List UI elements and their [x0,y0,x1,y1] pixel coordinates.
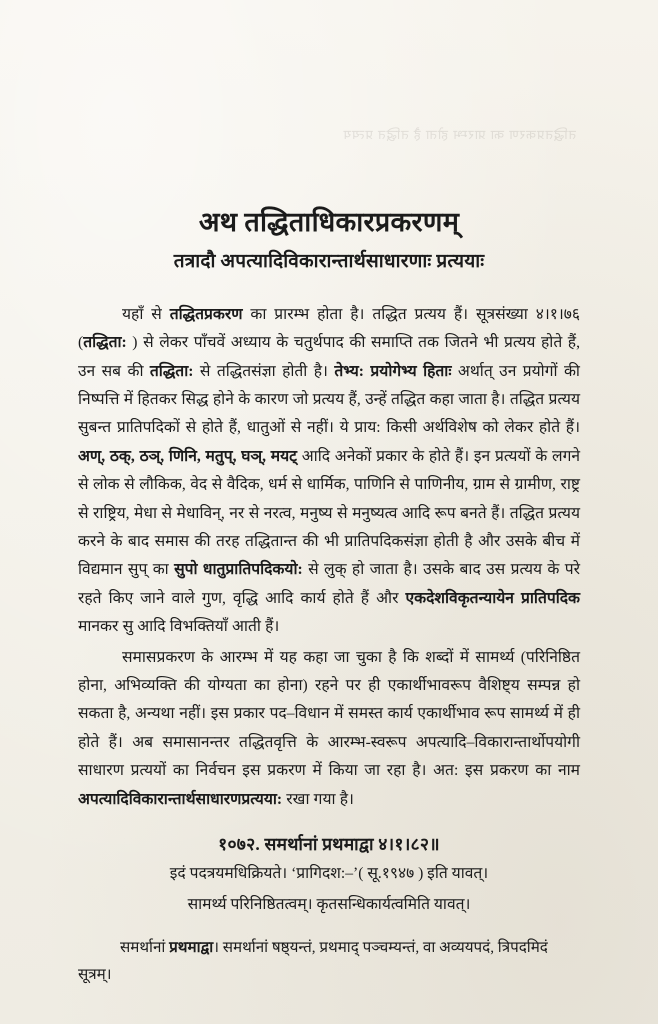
emphasis-term: तेभ्य: प्रयोगेभ्य हिताः [334,362,452,380]
emphasis-term: अपत्यादिविकारान्तार्थसाधारणप्रत्यया: [78,790,283,808]
body-text [78,301,580,814]
text-run: समासप्रकरण के आरम्भ में यह कहा जा चुका है कि शब्दों में सामर्थ्य (परिनिष्ठित होना, अभिव्यक्ति की योग्यता का होना) रहने पर ही एकार्थीभावरूप वैशिष्ट्य सम्पन्न हो सकता है, अन्यथा नहीं। इस प्रकार पद–विधान में समस्त कार्य एकार्थीभाव रूप सामर्थ्य में ही होते हैं। अब समासानन्तर तद्धितवृत्ति के आरम्भ-स्वरूप अपत्यादि–विकारान्तार्थोपयोगी साधारण प्रत्ययों का निर्वचन इस प्रकरण में किया जा रहा है। अत: इस प्रकरण का नाम [78,648,580,780]
gloss-block [78,934,580,988]
emphasis-term: तद्धिता: [149,362,194,380]
emphasis-term: एकदेशविकृतन्यायेन प्रातिपदिक [405,589,580,607]
reverse-side-show-through: तद्धितप्रकरण का प्रारम्भ होता है तद्धित प्रत्यय [342,127,576,142]
emphasis-term: सुपो धातुप्रातिपदिकयो: [174,561,303,579]
paragraph-2 [78,644,580,814]
text-run: मानकर सु आदि विभक्तियाँ आती हैं। [78,618,280,636]
emphasis-term: प्रथमाद्वा [169,939,214,957]
text-run: समर्थानां [120,939,170,957]
emphasis-term: तद्धिता: [83,334,127,352]
text-run: रखा गया है। [282,790,354,808]
emphasis-term: तद्धितप्रकरण [169,305,243,323]
text-run: से तद्धितसंज्ञा होती है। [193,362,335,380]
gloss-paragraph [78,934,580,988]
text-run: आदि अनेकों प्रकार के होते हैं। इन प्रत्ययों के लगने से लोक से लौकिक, वेद से वैदिक, धर्म से धार्मिक, पाणिनि से पाणिनीय, ग्राम से ग्रामीण, राष्ट्र से राष्ट्रिय, मेधा से मेधाविन्, नर से नरत्व, मनुष्य से मनुष्यत्व आदि रूप बनते हैं। तद्धित प्रत्यय करने के बाद समास की तरह तद्धितान्त की भी प्रातिपदिकसंज्ञा होती है और उसके बीच में विद्यमान सुप् का [78,447,581,579]
text-run: ) से लेकर पाँचवें अध्याय के चतुर्थपाद की समाप्ति तक जितने भी प्रत्यय होते हैं, उन सब की [78,334,580,380]
text-run: अर्थात् उन प्रयोगों की निष्पत्ति में हितकर सिद्ध होने के कारण जो प्रत्यय हैं, उन्हें तद्धित कहा जाता है। तद्धित प्रत्यय सुबन्त प्रातिपदिकों से होते हैं, धातुओं से नहीं। ये प्राय: किसी अर्थविशेष को लेकर होते हैं। [78,362,580,437]
page-title: अथ तद्धिताधिकारप्रकरणम् [198,207,460,237]
text-run: का प्रारम्भ होता है। तद्धित प्रत्यय हैं। सूत्रसंख्या ४।१।७६ ( [78,305,580,352]
text-run: । समर्थानां षष्ठ्यन्तं, प्रथमाद् पञ्चम्यन्तं, वा अव्ययपदं, त्रिपदमिदं सूत्रम्। [78,939,548,984]
text-run: से लुक् हो जाता है। उसके बाद उस प्रत्यय के परे रहते किए जाने वाले गुण, वृद्धि आदि कार्य होते हैं और [78,561,581,607]
sutra-line-2: सामर्थ्य परिनिष्ठितत्वम्। कृतसन्धिकार्यत्वमिति यावत्। [187,896,471,914]
sutra-line-1: इदं पदत्रयमधिक्रियते। ‘प्रागिदश:–’( सू.१९४७ ) इति यावत्। [169,865,489,883]
emphasis-term: अण्, ठक्, ठञ्, णिनि, मतुप्, घञ्, मयट् [78,447,297,465]
text-run: यहाँ से [122,305,170,323]
paragraph-1 [78,301,580,642]
sutra-heading: १०७२. समर्थानां प्रथमाद्वा ४।१।८२॥ [218,834,440,855]
title-block [78,0,580,275]
page-subtitle: तत्रादौ अपत्यादिविकारान्तार्थसाधारणाः प्रत्ययाः [173,251,485,273]
